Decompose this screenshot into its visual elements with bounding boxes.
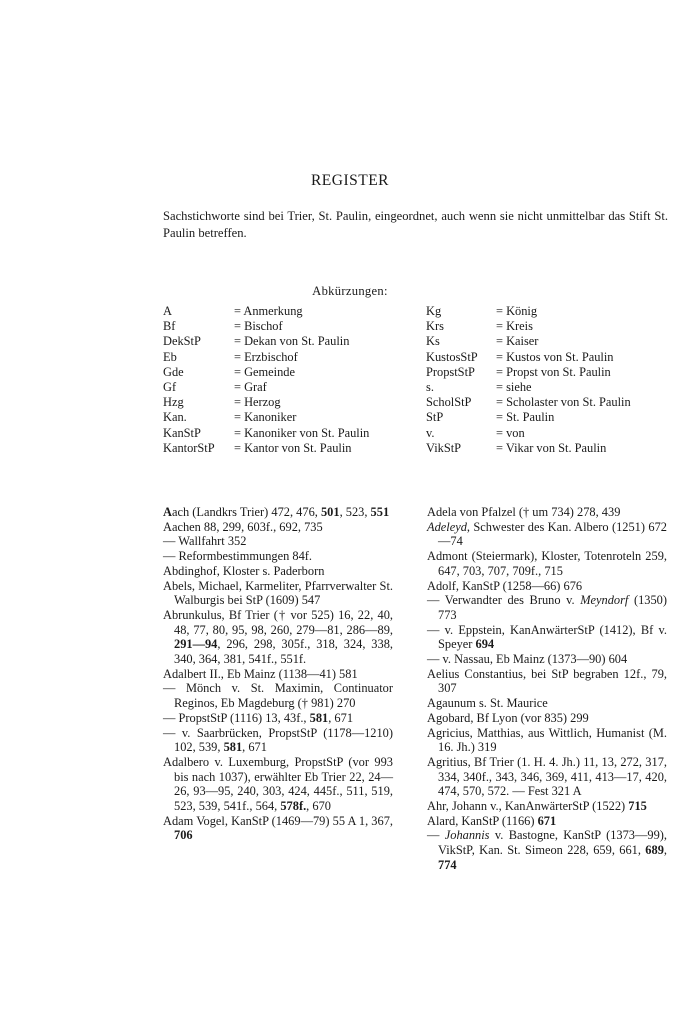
entry-text: , 671 [328,710,354,725]
entry-text: — Reformbestimmungen 84f. [163,549,313,564]
abbreviation-row [163,441,369,456]
entry-text: , 671 [242,740,267,755]
entry-text: Agricius, Matthias, aus Wittlich, Humanist (M. 16. Jh.) 319 [427,725,667,755]
index-entry [427,814,667,829]
index-entry [427,623,667,652]
abbreviation-row [163,426,369,441]
index-entry [163,726,393,755]
entry-text: Adalbero v. Luxemburg, PropstStP (vor 993 bis nach 1037), erwählter Eb Trier 22, 24—26, 93—95, 240, 303, 424, 445f., 511, 519, 523, 539, 541f., 564, [163,754,393,814]
abbreviation-meaning: = St. Paulin [496,410,555,425]
abbreviation-row [426,365,631,380]
index-entry [427,828,667,872]
abbreviation-row [163,380,369,395]
abbreviation-meaning: = Kanoniker [234,410,297,425]
abbreviation-meaning: = siehe [496,380,532,395]
abbreviation-row [163,365,369,380]
index-entry [163,520,393,535]
entry-text: , Schwester des Kan. Albero (1251) 672—74 [438,519,667,549]
abbreviation-meaning: = Kustos von St. Paulin [496,349,614,364]
index-entry [427,593,667,622]
entry-text: — Mönch v. St. Maximin, Continuator Reginos, Eb Magdeburg († 981) 270 [163,681,393,711]
abbreviation-row [163,304,369,319]
abbreviation: Eb [163,349,177,364]
abbreviation-row [163,319,369,334]
entry-text: Abels, Michael, Karmeliter, Pfarrverwalter St. Walburgis bei StP (1609) 547 [163,578,393,608]
page-ref-bold: 715 [628,799,647,814]
abbreviation: v. [426,425,435,440]
abbreviation-row [426,380,631,395]
abbreviation: Krs [426,319,444,334]
abbreviation-meaning: = Dekan von St. Paulin [234,334,350,349]
entry-text: Agritius, Bf Trier (1. H. 4. Jh.) 11, 13, 272, 317, 334, 340f., 343, 346, 369, 411, 413—17, 420, 474, 570, 572. — Fest 321 A [427,754,667,799]
abbreviation-row [426,410,631,425]
entry-text: — Verwandter des Bruno v. [427,593,581,608]
abbreviation: ScholStP [426,395,472,410]
abbreviation: KanStP [163,425,201,440]
abbreviation-row [163,350,369,365]
abbreviation-meaning: = Gemeinde [234,364,296,379]
index-entry [427,549,667,578]
entry-text: Adam Vogel, KanStP (1469—79) 55 A 1, 367, [163,813,393,828]
intro-paragraph: Sachstichworte sind bei Trier, St. Paulin, eingeordnet, auch wenn sie nicht unmittelbar das Stift St. Paulin betreffen. [163,209,668,240]
abbreviation: Kg [426,304,442,318]
entry-text: — v. Nassau, Eb Mainz (1373—90) 604 [427,652,628,667]
abbreviation-row [426,395,631,410]
index-entry [427,755,667,799]
abbreviation: KantorStP [163,440,215,455]
index-entry [163,564,393,579]
entry-text: Aachen 88, 299, 603f., 692, 735 [163,519,323,534]
abbreviation-meaning: = Herzog [234,395,281,410]
abbreviation: PropstStP [426,364,475,379]
abbreviation-row [163,395,369,410]
entry-text: Adolf, KanStP (1258—66) 676 [427,578,583,593]
entry-text: , 523, [339,505,371,519]
entry-text: Aelius Constantius, bei StP begraben 12f., 79, 307 [427,666,667,696]
abbreviation-meaning: = Kantor von St. Paulin [234,440,352,455]
entry-text: ach (Landkrs Trier) 472, 476, [171,505,321,519]
entry-text-italic: Adeleyd [427,519,467,534]
index-entry [427,579,667,594]
abbreviation: Bf [163,319,176,334]
abbreviation-meaning: = Kanoniker von St. Paulin [234,425,370,440]
entry-text: — Wallfahrt 352 [163,534,247,549]
abbreviations-heading: Abkürzungen: [312,284,388,298]
index-entry [163,681,393,710]
entry-text: — v. Eppstein, KanAnwärterStP (1412), Bf v. Speyer [427,622,667,652]
entry-text: Abrunkulus, Bf Trier († vor 525) 16, 22, 40, 48, 77, 80, 95, 98, 260, 279—81, 286—89, [163,607,393,637]
abbreviation: Ks [426,334,440,349]
abbreviation-meaning: = Graf [234,380,267,395]
abbreviation: Kan. [163,410,187,425]
abbreviation-row [426,334,631,349]
abbreviation: s. [426,380,434,395]
index-entry [427,667,667,696]
entry-text: Ahr, Johann v., KanAnwärterStP (1522) [427,799,629,814]
page-ref-bold: 774 [438,857,457,872]
abbreviation: DekStP [163,334,201,349]
index-entry [427,799,667,814]
index-entry [427,520,667,549]
entry-text: v. Bastogne, KanStP (1373—99), VikStP, Kan. St. Simeon 228, 659, 661, [438,828,667,858]
abbreviation-meaning: = Anmerkung [234,304,303,318]
abbreviation: KustosStP [426,349,478,364]
page-title: REGISTER [310,172,390,189]
index-entry [427,696,667,711]
page-ref-bold: 578f. [280,799,307,814]
abbreviation-meaning: = Propst von St. Paulin [496,364,611,379]
entry-text: — [427,828,445,843]
page-ref-bold: 551 [370,505,390,519]
abbreviation-row [426,441,631,456]
index-entry [163,579,393,608]
entry-text: , [663,843,667,858]
index-entry [163,667,393,682]
index-entry [427,652,667,667]
abbreviation-meaning: = König [496,304,538,318]
page-ref-bold: A [163,505,172,519]
abbreviation: Gde [163,364,184,379]
abbreviation-meaning: = von [496,425,525,440]
abbreviation-meaning: = Kaiser [496,334,539,349]
page-ref-bold: 694 [475,637,495,652]
abbreviation-row [426,304,631,319]
entry-text: , 296, 298, 305f., 318, 324, 338, 340, 364, 381, 541f., 551f. [174,637,393,667]
abbreviation: Gf [163,380,177,395]
index-column-left [163,505,393,843]
entry-text: Abdinghof, Kloster s. Paderborn [163,563,325,578]
page-ref-bold: 581 [309,710,329,725]
index-entry [163,505,393,520]
entry-text: Agaunum s. St. Maurice [427,696,548,711]
page-ref-bold: 671 [537,813,557,828]
entry-text: Admont (Steiermark), Kloster, Totenroteln 259, 647, 703, 707, 709f., 715 [427,549,667,578]
abbreviation-row [426,319,631,334]
abbreviation-meaning: = Bischof [234,319,283,334]
abbreviation: VikStP [426,440,462,455]
entry-text: (1350) 773 [438,593,667,622]
index-entry [427,711,667,726]
abbreviations-table-left [163,304,369,456]
abbreviation-row [163,334,369,349]
index-entry [163,608,393,667]
page-ref-bold: 501 [320,505,340,519]
abbreviations-table-right [426,304,631,456]
abbreviation-row [426,426,631,441]
abbreviation: Hzg [163,395,184,410]
entry-text: Agobard, Bf Lyon (vor 835) 299 [427,710,589,725]
abbreviation-row [163,410,369,425]
abbreviation-meaning: = Scholaster von St. Paulin [496,395,631,410]
entry-text: — PropstStP (1116) 13, 43f., [163,710,310,725]
page-ref-bold: 689 [645,843,664,858]
index-entry [163,755,393,814]
index-column-right [427,505,667,873]
entry-text: Adalbert II., Eb Mainz (1138—41) 581 [163,666,358,681]
abbreviation-meaning: = Kreis [496,319,533,334]
index-entry [163,549,393,564]
entry-text-italic: Johannis [444,828,490,843]
abbreviation: A [163,304,172,318]
entry-text: — v. Saarbrücken, PropstStP (1178—1210) 102, 539, [163,725,393,755]
index-entry [427,505,667,520]
abbreviation-meaning: = Erzbischof [234,349,298,364]
entry-text: Adela von Pfalzel († um 734) 278, 439 [427,505,621,519]
entry-text: Alard, KanStP (1166) [427,813,538,828]
page-ref-bold: 581 [223,740,243,755]
index-entry [427,726,667,755]
abbreviation-meaning: = Vikar von St. Paulin [496,440,607,455]
index-entry [163,814,393,843]
entry-text: , 670 [306,799,331,814]
page-ref-bold: 291—94 [174,637,218,652]
abbreviation-row [426,350,631,365]
index-entry [163,711,393,726]
abbreviation: StP [426,410,444,425]
index-entry [163,534,393,549]
entry-text-italic: Meyndorf [580,593,629,608]
page-ref-bold: 706 [174,828,193,843]
